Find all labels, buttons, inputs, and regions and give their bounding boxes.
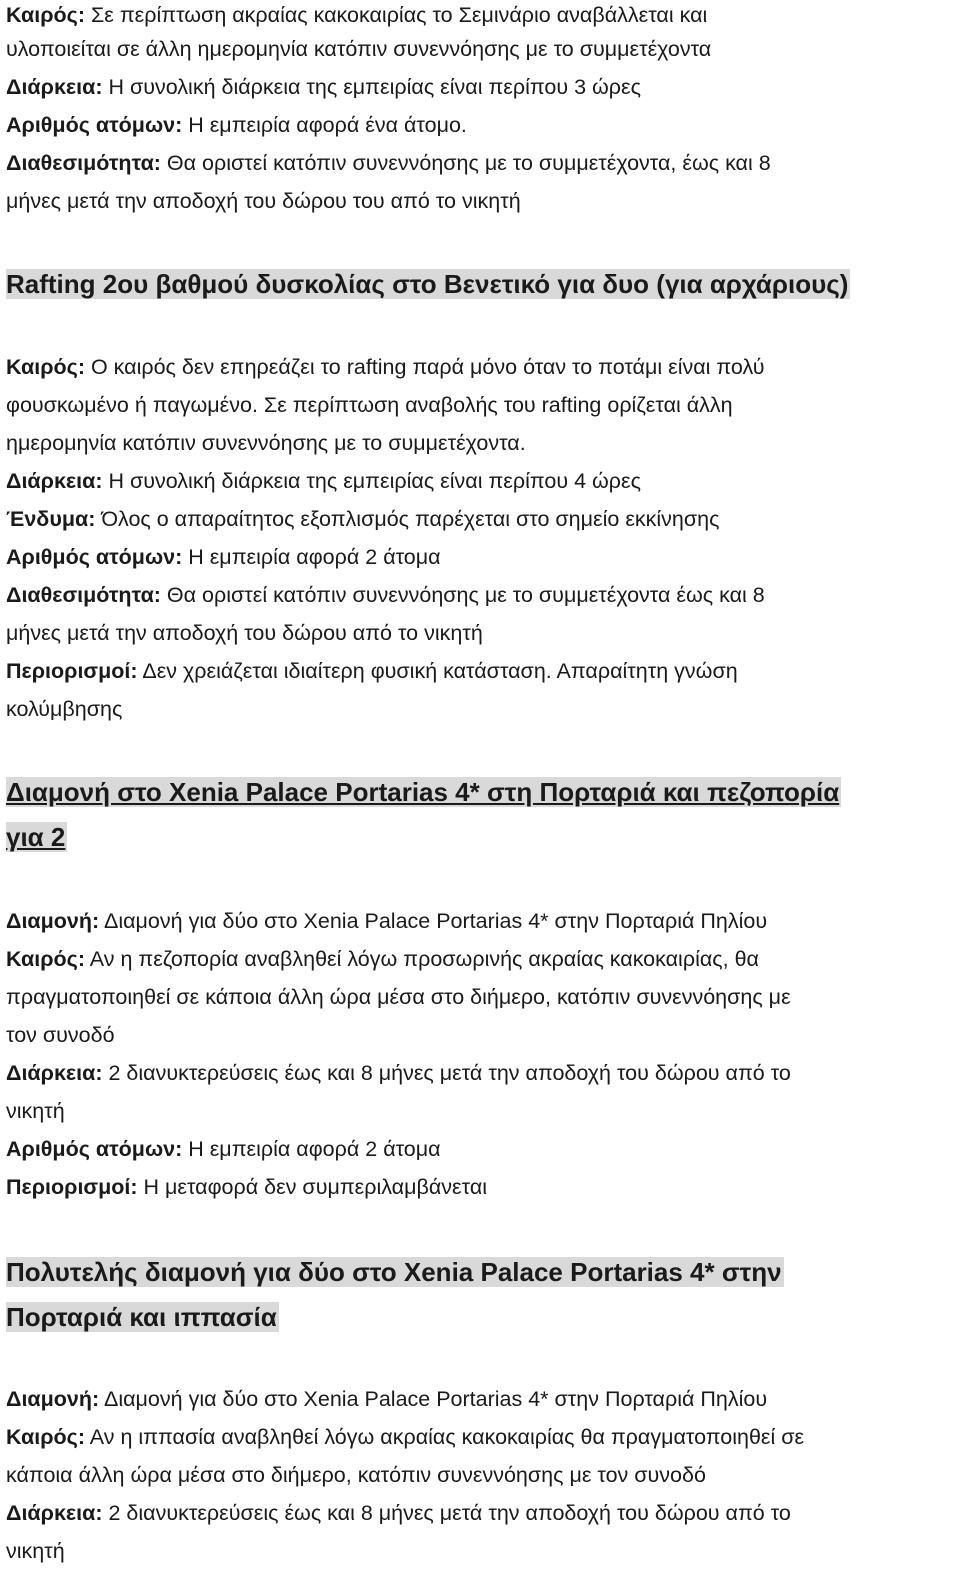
field-label: Αριθμός ατόμων: — [6, 545, 183, 569]
text-line — [6, 34, 711, 64]
text-line — [6, 982, 791, 1012]
field-text: πραγματοποιηθεί σε κάποια άλλη ώρα μέσα στο διήμερο, κατόπιν συνεννόησης με — [6, 985, 791, 1009]
field-text: κάποια άλλη ώρα μέσα στο διήμερο, κατόπιν συνεννόησης με τον συνοδό — [6, 1463, 706, 1487]
restrictions-line — [6, 656, 738, 686]
heading-text: Διαμονή στο Xenia Palace Portarias 4* στη Πορταριά και πεζοπορία — [6, 777, 840, 807]
field-text: κολύμβησης — [6, 697, 123, 721]
duration-line — [6, 1058, 791, 1088]
availability-line — [6, 148, 771, 178]
section-heading-riding — [6, 1250, 784, 1294]
field-label: Διάρκεια: — [6, 75, 103, 99]
field-text: Σε περίπτωση ακραίας κακοκαιρίας το Σεμινάριο αναβάλλεται και — [85, 3, 708, 27]
restrictions-line — [6, 1172, 487, 1202]
field-text: Η συνολική διάρκεια της εμπειρίας είναι περίπου 4 ώρες — [102, 469, 641, 493]
field-text: Η συνολική διάρκεια της εμπειρίας είναι περίπου 3 ώρες — [102, 75, 641, 99]
text-line — [6, 390, 733, 420]
field-text: Αν η ιππασία αναβληθεί λόγω ακραίας κακοκαιρίας θα πραγματοποιηθεί σε — [85, 1425, 805, 1449]
field-text: Δεν χρειάζεται ιδιαίτερη φυσική κατάσταση. Απαραίτητη γνώση — [137, 659, 738, 683]
text-line — [6, 1096, 65, 1126]
text-line — [6, 1020, 115, 1050]
field-label: Ένδυμα: — [6, 507, 96, 531]
section-heading-riding-cont — [6, 1295, 279, 1339]
field-label: Διαμονή: — [6, 909, 100, 933]
field-text: φουσκωμένο ή παγωμένο. Σε περίπτωση αναβολής του rafting ορίζεται άλλη — [6, 393, 733, 417]
text-line — [6, 428, 526, 458]
field-text: Θα οριστεί κατόπιν συνεννόησης με το συμμετέχοντα, έως και 8 — [160, 151, 771, 175]
people-line — [6, 110, 467, 140]
field-text: τον συνοδό — [6, 1023, 115, 1047]
field-label: Περιορισμοί: — [6, 1175, 138, 1199]
text-line — [6, 694, 122, 724]
weather-line — [6, 0, 707, 30]
section-heading-hiking — [6, 770, 841, 814]
stay-line — [6, 1384, 767, 1414]
text-line — [6, 1460, 706, 1490]
text-line — [6, 1536, 65, 1566]
people-line — [6, 1134, 441, 1164]
field-text: νικητή — [6, 1539, 65, 1563]
people-line — [6, 542, 441, 572]
weather-line — [6, 1422, 804, 1452]
field-label: Διαθεσιμότητα: — [6, 151, 161, 175]
field-text: υλοποιείται σε άλλη ημερομηνία κατόπιν συνεννόησης με το συμμετέχοντα — [6, 37, 712, 61]
field-label: Διάρκεια: — [6, 1501, 103, 1525]
field-text: Ο καιρός δεν επηρεάζει το rafting παρά μόνο όταν το ποτάμι είναι πολύ — [85, 355, 765, 379]
field-text: Όλος ο απαραίτητος εξοπλισμός παρέχεται στο σημείο εκκίνησης — [95, 507, 720, 531]
field-text: Η εμπειρία αφορά 2 άτομα — [182, 1137, 441, 1161]
field-label: Καιρός: — [6, 3, 85, 27]
field-text: 2 διανυκτερεύσεις έως και 8 μήνες μετά την αποδοχή του δώρου από το — [102, 1061, 791, 1085]
field-text: Αν η πεζοπορία αναβληθεί λόγω προσωρινής ακραίας κακοκαιρίας, θα — [85, 947, 759, 971]
field-text: ημερομηνία κατόπιν συνεννόησης με το συμμετέχοντα. — [6, 431, 526, 455]
field-text: Θα οριστεί κατόπιν συνεννόησης με το συμμετέχοντα έως και 8 — [160, 583, 765, 607]
text-line — [6, 618, 483, 648]
field-text: νικητή — [6, 1099, 65, 1123]
field-label: Διαμονή: — [6, 1387, 100, 1411]
field-text: Η εμπειρία αφορά ένα άτομο. — [182, 113, 467, 137]
heading-text: για 2 — [6, 822, 66, 852]
availability-line — [6, 580, 765, 610]
heading-text: Πορταριά και ιππασία — [6, 1302, 277, 1332]
section-heading-rafting — [6, 262, 850, 306]
field-text: μήνες μετά την αποδοχή του δώρου από το νικητή — [6, 621, 483, 645]
section-heading-hiking-cont — [6, 815, 67, 859]
field-text: Διαμονή για δύο στο Xenia Palace Portarias 4* στην Πορταριά Πηλίου — [99, 909, 768, 933]
duration-line — [6, 72, 641, 102]
field-label: Διάρκεια: — [6, 1061, 103, 1085]
text-line — [6, 186, 521, 216]
field-label: Καιρός: — [6, 355, 85, 379]
field-label: Περιορισμοί: — [6, 659, 138, 683]
field-text: Η μεταφορά δεν συμπεριλαμβάνεται — [137, 1175, 488, 1199]
field-text: Διαμονή για δύο στο Xenia Palace Portarias 4* στην Πορταριά Πηλίου — [99, 1387, 768, 1411]
duration-line — [6, 466, 641, 496]
weather-line — [6, 352, 764, 382]
field-text: 2 διανυκτερεύσεις έως και 8 μήνες μετά την αποδοχή του δώρου από το — [102, 1501, 791, 1525]
duration-line — [6, 1498, 791, 1528]
clothing-line — [6, 504, 719, 534]
field-label: Διαθεσιμότητα: — [6, 583, 161, 607]
field-label: Αριθμός ατόμων: — [6, 113, 183, 137]
field-text: Η εμπειρία αφορά 2 άτομα — [182, 545, 441, 569]
stay-line — [6, 906, 767, 936]
field-label: Καιρός: — [6, 1425, 85, 1449]
field-label: Αριθμός ατόμων: — [6, 1137, 183, 1161]
heading-text: Πολυτελής διαμονή για δύο στο Xenia Palace Portarias 4* στην — [6, 1257, 782, 1287]
field-label: Καιρός: — [6, 947, 85, 971]
field-label: Διάρκεια: — [6, 469, 103, 493]
weather-line — [6, 944, 759, 974]
heading-text: Rafting 2ου βαθμού δυσκολίας στο Βενετικό για δυο (για αρχάριους) — [6, 269, 849, 299]
field-text: μήνες μετά την αποδοχή του δώρου του από το νικητή — [6, 189, 521, 213]
